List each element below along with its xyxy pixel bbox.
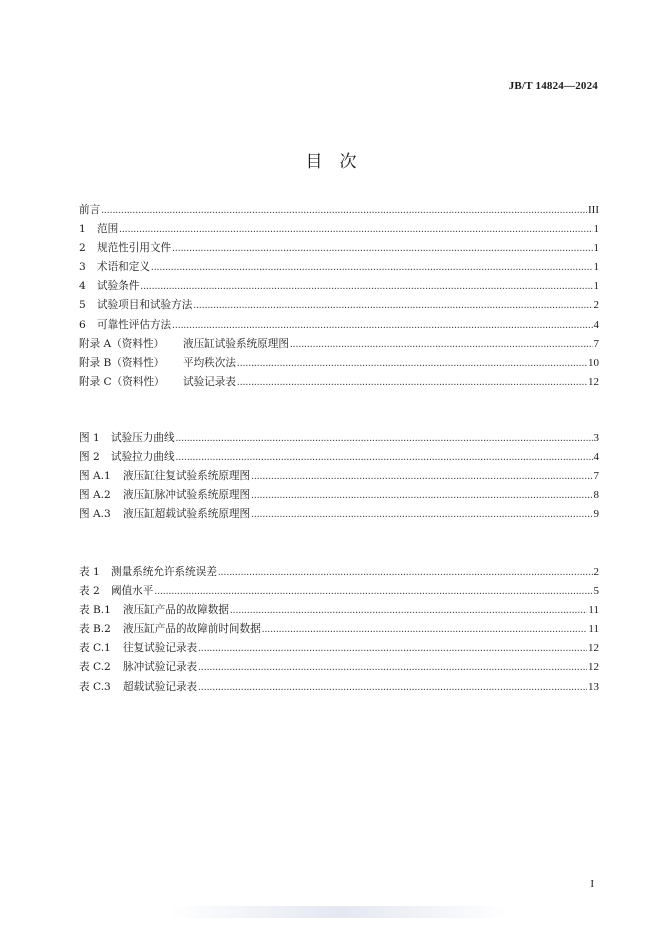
toc-entry-number: 附录 A（资料性） bbox=[79, 337, 165, 350]
toc-entry-label: 术语和定义 bbox=[97, 261, 150, 274]
toc-page-number: 9 bbox=[593, 508, 599, 521]
toc-row-foreword[interactable] bbox=[79, 201, 599, 220]
toc-entry-number: 附录 B（资料性） bbox=[79, 356, 165, 369]
toc-page-number: 7 bbox=[593, 470, 599, 483]
toc-page-number: 4 bbox=[593, 451, 599, 464]
toc-entry-number: 表 B.1 bbox=[79, 604, 111, 617]
toc-entry-number: 表 2 bbox=[79, 585, 100, 598]
toc-entry-label: 试验条件 bbox=[97, 280, 140, 293]
toc-page-number: 8 bbox=[593, 489, 599, 502]
toc-entry-number: 6 bbox=[79, 318, 86, 331]
toc-page-number: 3 bbox=[593, 432, 599, 444]
toc-entry-number: 图 1 bbox=[79, 432, 100, 444]
toc-row-figure-2[interactable] bbox=[79, 448, 599, 467]
toc-row-appendix-b[interactable] bbox=[79, 354, 599, 373]
toc-entry-number: 附录 C（资料性） bbox=[79, 375, 165, 388]
toc-row-appendix-c[interactable] bbox=[79, 373, 599, 392]
toc-leader bbox=[251, 505, 592, 524]
toc-entry-number: 1 bbox=[79, 223, 86, 236]
toc-contents bbox=[79, 201, 599, 392]
toc-leader bbox=[290, 335, 593, 354]
toc-entry-label: 液压缸产品的故障数据 bbox=[123, 604, 229, 617]
toc-entry-label: 前言 bbox=[79, 204, 101, 216]
toc-leader bbox=[251, 486, 592, 505]
toc-page-number: 12 bbox=[588, 375, 599, 388]
toc-leader bbox=[230, 601, 587, 620]
toc-leader bbox=[251, 467, 592, 486]
toc-entry-label: 超载试验记录表 bbox=[123, 680, 198, 693]
toc-entry-number: 表 C.1 bbox=[79, 642, 111, 655]
toc-leader bbox=[176, 429, 593, 448]
toc-row-test-conditions[interactable] bbox=[79, 277, 599, 296]
toc-row-table-c2[interactable] bbox=[79, 658, 599, 677]
toc-leader bbox=[101, 201, 587, 220]
toc-page-number: 5 bbox=[593, 585, 599, 598]
toc-entry-label: 规范性引用文件 bbox=[97, 242, 172, 255]
page-title: 目 次 bbox=[305, 152, 357, 172]
toc-page-number: 12 bbox=[588, 642, 599, 655]
toc-page-number: 11 bbox=[588, 623, 599, 636]
toc-entry-label: 试验项目和试验方法 bbox=[97, 299, 193, 312]
toc-page-number: III bbox=[588, 204, 599, 216]
toc-page-number: 1 bbox=[593, 242, 599, 255]
watermark bbox=[170, 906, 510, 918]
toc-leader bbox=[154, 582, 592, 601]
toc-entry-number: 表 1 bbox=[79, 566, 100, 578]
toc-entry-number: 图 A.3 bbox=[79, 508, 111, 521]
toc-entry-number: 图 2 bbox=[79, 451, 100, 464]
toc-row-normative-references[interactable] bbox=[79, 239, 599, 258]
toc-row-table-c1[interactable] bbox=[79, 639, 599, 658]
toc-entry-number: 表 C.3 bbox=[79, 680, 111, 693]
toc-entry-label: 液压缸往复试验系统原理图 bbox=[123, 470, 251, 483]
toc-row-terms-definitions[interactable] bbox=[79, 258, 599, 277]
toc-leader bbox=[172, 316, 592, 335]
toc-entry-label: 液压缸试验系统原理图 bbox=[183, 337, 289, 350]
toc-entry-number: 5 bbox=[79, 299, 86, 312]
toc-page-number: 7 bbox=[593, 337, 599, 350]
toc-entry-label: 液压缸产品的故障前时间数据 bbox=[123, 623, 261, 636]
toc-page-number: 13 bbox=[588, 680, 599, 693]
toc-row-table-c3[interactable] bbox=[79, 678, 599, 697]
toc-entry-label: 测量系统允许系统误差 bbox=[111, 566, 217, 578]
toc-row-figure-a1[interactable] bbox=[79, 467, 599, 486]
toc-leader bbox=[237, 373, 587, 392]
toc-entry-label: 往复试验记录表 bbox=[123, 642, 198, 655]
toc-entry-label: 试验记录表 bbox=[183, 375, 236, 388]
toc-entry-label: 阈值水平 bbox=[111, 585, 154, 598]
toc-row-figure-1[interactable] bbox=[79, 429, 599, 448]
toc-page-number: 2 bbox=[593, 566, 599, 578]
toc-leader bbox=[198, 639, 587, 658]
toc-page-number: 2 bbox=[593, 299, 599, 312]
toc-page-number: 11 bbox=[588, 604, 599, 617]
toc-entry-label: 可靠性评估方法 bbox=[97, 318, 172, 331]
toc-entry-label: 范围 bbox=[97, 223, 119, 236]
toc-entry-number: 图 A.1 bbox=[79, 470, 111, 483]
toc-entry-number: 表 B.2 bbox=[79, 623, 111, 636]
toc-row-test-items-methods[interactable] bbox=[79, 296, 599, 315]
toc-entry-number: 3 bbox=[79, 261, 86, 274]
toc-leader bbox=[237, 354, 587, 373]
toc-row-figure-a2[interactable] bbox=[79, 486, 599, 505]
toc-row-figure-a3[interactable] bbox=[79, 505, 599, 524]
toc-row-table-1[interactable] bbox=[79, 563, 599, 582]
toc-leader bbox=[198, 678, 587, 697]
toc-leader bbox=[140, 277, 592, 296]
toc-entry-number: 表 C.2 bbox=[79, 661, 111, 674]
toc-entry-label: 平均秩次法 bbox=[183, 356, 236, 369]
toc-entry-label: 试验压力曲线 bbox=[111, 432, 175, 444]
toc-leader bbox=[151, 258, 593, 277]
toc-leader bbox=[262, 620, 588, 639]
toc-page-number: 1 bbox=[593, 261, 599, 274]
toc-entry-label: 液压缸超载试验系统原理图 bbox=[123, 508, 251, 521]
toc-page-number: 12 bbox=[588, 661, 599, 674]
document-code: JB/T 14824—2024 bbox=[508, 80, 598, 92]
toc-row-scope[interactable] bbox=[79, 220, 599, 239]
toc-entry-number: 2 bbox=[79, 242, 86, 255]
toc-leader bbox=[193, 296, 592, 315]
toc-leader bbox=[119, 220, 592, 239]
toc-row-table-b2[interactable] bbox=[79, 620, 599, 639]
toc-page-number: 1 bbox=[593, 223, 599, 236]
toc-page-number: 4 bbox=[593, 318, 599, 331]
toc-entry-number: 图 A.2 bbox=[79, 489, 111, 502]
toc-leader bbox=[172, 239, 592, 258]
toc-row-table-b1[interactable] bbox=[79, 601, 599, 620]
toc-leader bbox=[218, 563, 593, 582]
toc-leader bbox=[176, 448, 593, 467]
toc-entry-label: 脉冲试验记录表 bbox=[123, 661, 198, 674]
toc-row-reliability-evaluation[interactable] bbox=[79, 316, 599, 335]
toc-row-table-2[interactable] bbox=[79, 582, 599, 601]
toc-entry-number: 4 bbox=[79, 280, 86, 293]
toc-entry-label: 试验拉力曲线 bbox=[111, 451, 175, 464]
page-number: I bbox=[590, 878, 594, 890]
toc-row-appendix-a[interactable] bbox=[79, 335, 599, 354]
toc-entry-label: 液压缸脉冲试验系统原理图 bbox=[123, 489, 251, 502]
toc-page-number: 10 bbox=[588, 356, 599, 369]
toc-tables bbox=[79, 563, 599, 697]
toc-page-number: 1 bbox=[593, 280, 599, 293]
toc-leader bbox=[198, 658, 587, 677]
toc-figures bbox=[79, 429, 599, 524]
